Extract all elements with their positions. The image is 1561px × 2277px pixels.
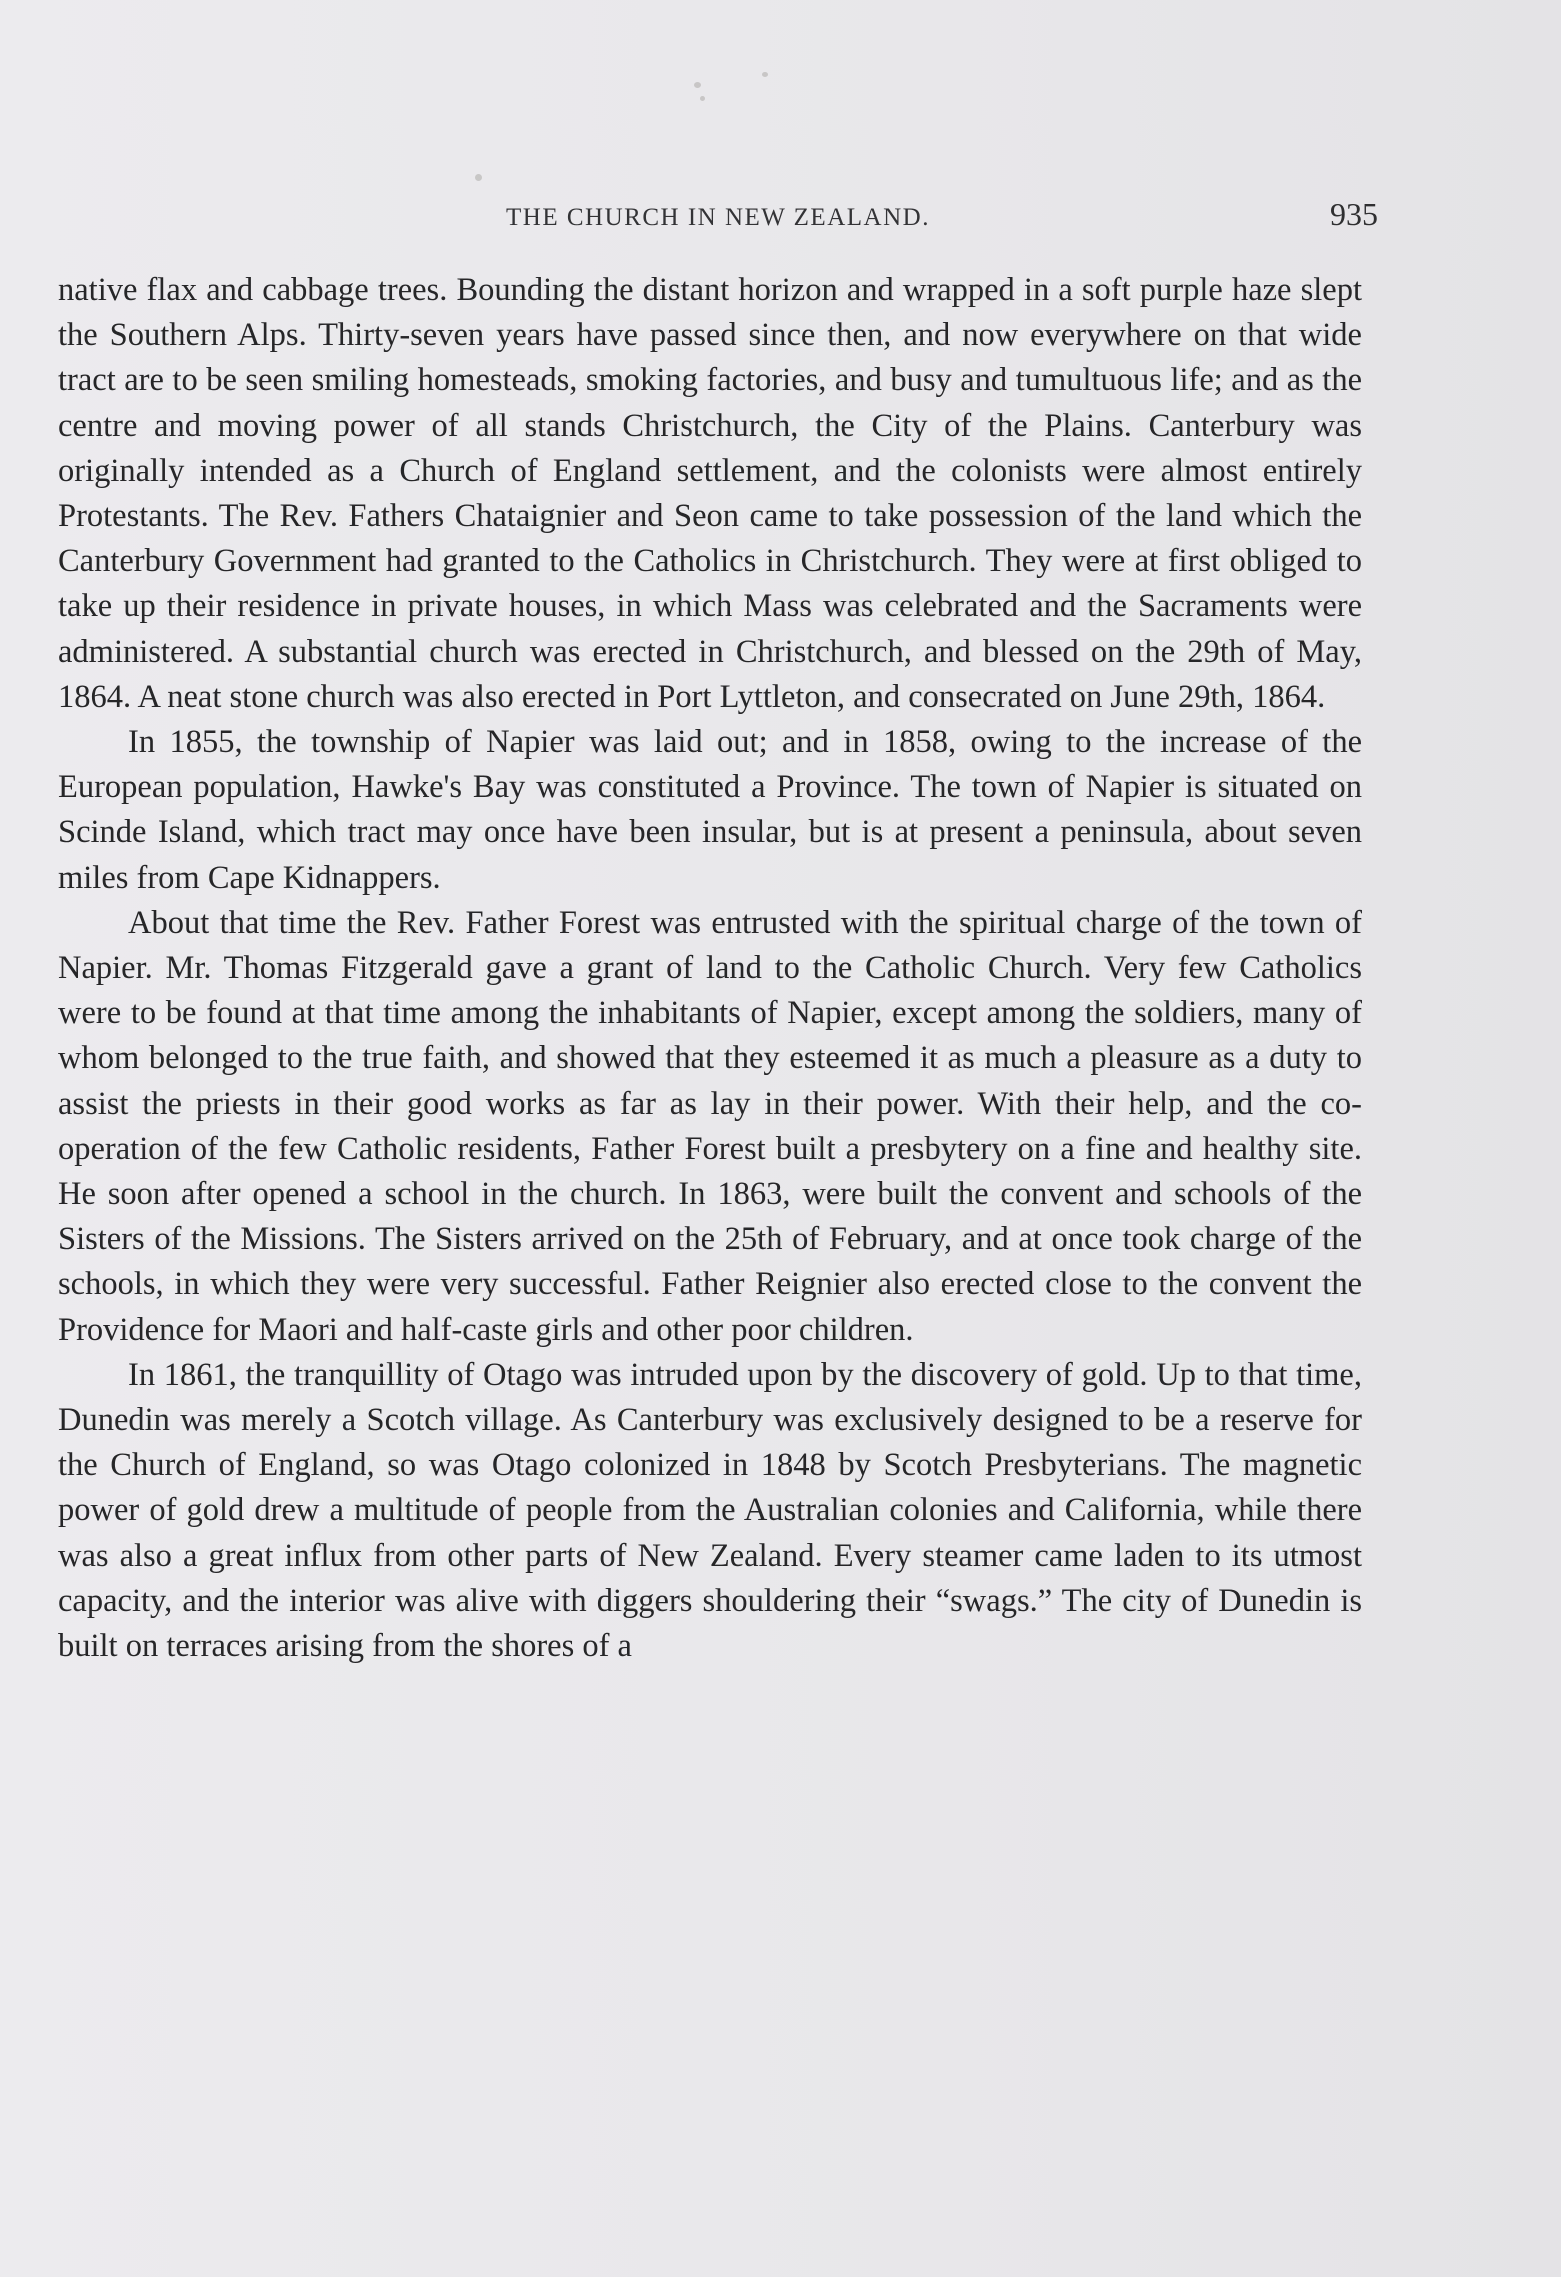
running-title: THE CHURCH IN NEW ZEALAND. xyxy=(506,204,930,231)
paper-speck xyxy=(762,72,768,77)
page-number: 935 xyxy=(1330,196,1378,232)
paper-speck xyxy=(475,174,482,181)
paragraph: About that time the Rev. Father Forest was entrusted with the spiritual charge of the town of Napier. Mr. Thomas Fitzgerald gave a grant of land to the Catholic Church. Very few Catholics were to be found at that time among the inhabitants of Napier, except among the soldiers, many of whom belonged to the true faith, and showed that they esteemed it as much a pleasure as a duty to assist the priests in their good works as far as lay in their power. With their help, and the co-operation of the few Catholic residents, Father Forest built a presbytery on a fine and healthy site. He soon after opened a school in the church. In 1863, were built the convent and schools of the Sisters of the Missions. The Sisters arrived on the 25th of February, and at once took charge of the schools, in which they were very successful. Father Reignier also erected close to the convent the Providence for Maori and half-caste girls and other poor children. xyxy=(58,904,1362,1348)
body-text xyxy=(58,268,1362,1669)
page-header xyxy=(58,196,1378,236)
paper-speck xyxy=(694,82,701,88)
paragraph: In 1861, the tranquillity of Otago was intruded upon by the discovery of gold. Up to that time, Dunedin was merely a Scotch village. As Canterbury was exclusively designed to be a reserve for the Church of England, so was Otago colonized in 1848 by Scotch Presbyterians. The magnetic power of gold drew a multitude of people from the Australian colonies and California, while there was also a great influx from other parts of New Zealand. Every steamer came laden to its utmost capacity, and the interior was alive with diggers shouldering their “swags.” The city of Dunedin is built on terraces arising from the shores of a xyxy=(58,1356,1362,1665)
paragraph: In 1855, the township of Napier was laid out; and in 1858, owing to the increase of the European population, Hawke's Bay was constituted a Province. The town of Napier is situated on Scinde Island, which tract may once have been insular, but is at present a peninsula, about seven miles from Cape Kidnappers. xyxy=(58,724,1362,896)
paper-speck xyxy=(700,96,705,101)
paragraph: native flax and cabbage trees. Bounding the distant horizon and wrapped in a soft purple haze slept the Southern Alps. Thirty-seven years have passed since then, and now everywhere on that wide tract are to be seen smiling homesteads, smoking factories, and busy and tumultuous life; and as the centre and moving power of all stands Christchurch, the City of the Plains. Canterbury was originally intended as a Church of England settlement, and the colonists were almost entirely Protestants. The Rev. Fathers Chataignier and Seon came to take possession of the land which the Canterbury Government had granted to the Catholics in Christchurch. They were at first obliged to take up their residence in private houses, in which Mass was celebrated and the Sacraments were administered. A substantial church was erected in Christchurch, and blessed on the 29th of May, 1864. A neat stone church was also erected in Port Lyttleton, and consecrated on June 29th, 1864. xyxy=(58,272,1362,715)
